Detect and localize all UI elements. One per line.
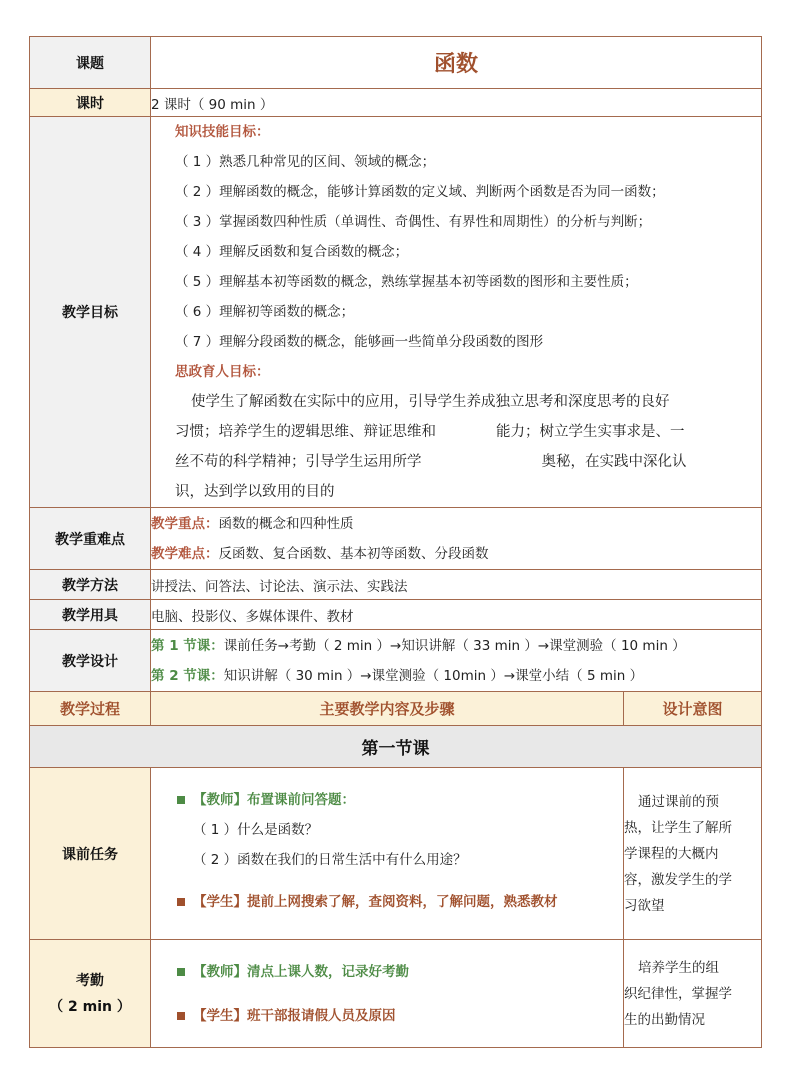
pretask-label: 课前任务 bbox=[30, 768, 151, 940]
method-label: 教学方法 bbox=[30, 570, 151, 600]
topic-label: 课题 bbox=[30, 37, 151, 89]
topic-title: 函数 bbox=[151, 37, 762, 89]
intent-line: 容，激发学生的学 bbox=[624, 871, 732, 888]
intent-line: 织纪律性，掌握学 bbox=[624, 985, 732, 1002]
knowledge-item: （ 3 ）掌握函数四种性质（单调性、奇偶性、有界性和周期性）的分析与判断； bbox=[175, 214, 652, 230]
green-square-icon bbox=[177, 968, 185, 976]
knowledge-item: （ 2 ）理解函数的概念，能够计算函数的定义域、判断两个函数是否为同一函数； bbox=[175, 184, 665, 200]
attendance-content bbox=[151, 940, 624, 1048]
design1-text: 课前任务→考勤（ 2 min ）→知识讲解（ 33 min ）→课堂测验（ 10 min ） bbox=[223, 637, 686, 654]
focus-label: 教学重难点 bbox=[30, 508, 151, 570]
pretask-content bbox=[151, 768, 624, 940]
hours-value: 2 课时（ 90 min ） bbox=[151, 89, 762, 117]
ideology-fragment: 能力；树立学生实事求是、一 bbox=[496, 424, 685, 440]
ideology-line bbox=[175, 447, 753, 477]
knowledge-title: 知识技能目标： bbox=[175, 124, 270, 140]
design2-text: 知识讲解（ 30 min ）→课堂测验（ 10min ）→课堂小结（ 5 min ） bbox=[223, 667, 644, 684]
ideology-fragment: 丝不苟的科学精神；引导学生运用所学 bbox=[175, 454, 422, 470]
question-2: （ 2 ）函数在我们的日常生活中有什么用途？ bbox=[193, 851, 467, 868]
section-title: 第一节课 bbox=[30, 726, 762, 768]
ideology-fragment: 奥秘，在实践中深化认 bbox=[541, 454, 687, 470]
intent-line: 培养学生的组 bbox=[638, 959, 719, 976]
key-text: 函数的概念和四种性质 bbox=[218, 515, 354, 532]
red-square-icon bbox=[177, 898, 185, 906]
student-text: 提前上网搜索了解，查阅资料，了解问题，熟悉教材 bbox=[247, 893, 558, 910]
attendance-title: 考勤 bbox=[76, 972, 104, 989]
process-header-intent: 设计意图 bbox=[624, 692, 762, 726]
knowledge-item: （ 1 ）熟悉几种常见的区间、领域的概念； bbox=[175, 154, 436, 170]
teacher-tag: 【教师】 bbox=[193, 963, 247, 980]
design-content bbox=[151, 630, 762, 692]
key-label: 教学重点： bbox=[151, 515, 219, 532]
goals-label: 教学目标 bbox=[30, 117, 151, 508]
attendance-intent bbox=[624, 940, 762, 1048]
student-text: 班干部报请假人员及原因 bbox=[247, 1007, 396, 1024]
process-header-stage: 教学过程 bbox=[30, 692, 151, 726]
design2-label: 第 2 节课： bbox=[151, 667, 224, 684]
green-square-icon bbox=[177, 796, 185, 804]
teacher-text: 布置课前问答题： bbox=[247, 791, 355, 808]
student-tag: 【学生】 bbox=[193, 893, 247, 910]
red-square-icon bbox=[177, 1012, 185, 1020]
design-label: 教学设计 bbox=[30, 630, 151, 692]
ideology-line: 使学生了解函数在实际中的应用，引导学生养成独立思考和深度思考的良好 bbox=[191, 394, 670, 410]
attendance-label bbox=[30, 940, 151, 1048]
ideology-line: 识，达到学以致用的目的 bbox=[175, 484, 335, 500]
knowledge-item: （ 6 ）理解初等函数的概念； bbox=[175, 304, 355, 320]
intent-line: 通过课前的预 bbox=[638, 793, 719, 810]
student-tag: 【学生】 bbox=[193, 1007, 247, 1024]
hard-label: 教学难点： bbox=[151, 545, 219, 562]
focus-content bbox=[151, 508, 762, 570]
method-value: 讲授法、问答法、讨论法、演示法、实践法 bbox=[151, 570, 762, 600]
hours-label: 课时 bbox=[30, 89, 151, 117]
attendance-duration: （ 2 min ） bbox=[49, 998, 131, 1015]
intent-line: 学课程的大概内 bbox=[624, 845, 719, 862]
intent-line: 热，让学生了解所 bbox=[624, 819, 732, 836]
knowledge-item: （ 4 ）理解反函数和复合函数的概念； bbox=[175, 244, 409, 260]
teacher-tag: 【教师】 bbox=[193, 791, 247, 808]
teacher-text: 清点上课人数，记录好考勤 bbox=[247, 963, 409, 980]
ideology-title: 思政育人目标： bbox=[175, 364, 270, 380]
ideology-fragment: 习惯；培养学生的逻辑思维、辩证思维和 bbox=[175, 424, 436, 440]
knowledge-item: （ 5 ）理解基本初等函数的概念，熟练掌握基本初等函数的图形和主要性质； bbox=[175, 274, 638, 290]
ideology-line bbox=[175, 417, 753, 447]
tools-value: 电脑、投影仪、多媒体课件、教材 bbox=[151, 600, 762, 630]
process-header-content: 主要教学内容及步骤 bbox=[151, 692, 624, 726]
intent-line: 生的出勤情况 bbox=[624, 1011, 705, 1028]
hard-text: 反函数、复合函数、基本初等函数、分段函数 bbox=[218, 545, 489, 562]
pretask-intent bbox=[624, 768, 762, 940]
tools-label: 教学用具 bbox=[30, 600, 151, 630]
goals-content bbox=[151, 117, 762, 508]
intent-line: 习欲望 bbox=[624, 897, 665, 914]
knowledge-item: （ 7 ）理解分段函数的概念，能够画一些简单分段函数的图形 bbox=[175, 334, 544, 350]
question-1: （ 1 ）什么是函数？ bbox=[193, 821, 319, 838]
design1-label: 第 1 节课： bbox=[151, 637, 224, 654]
lesson-plan-table bbox=[29, 36, 762, 1048]
